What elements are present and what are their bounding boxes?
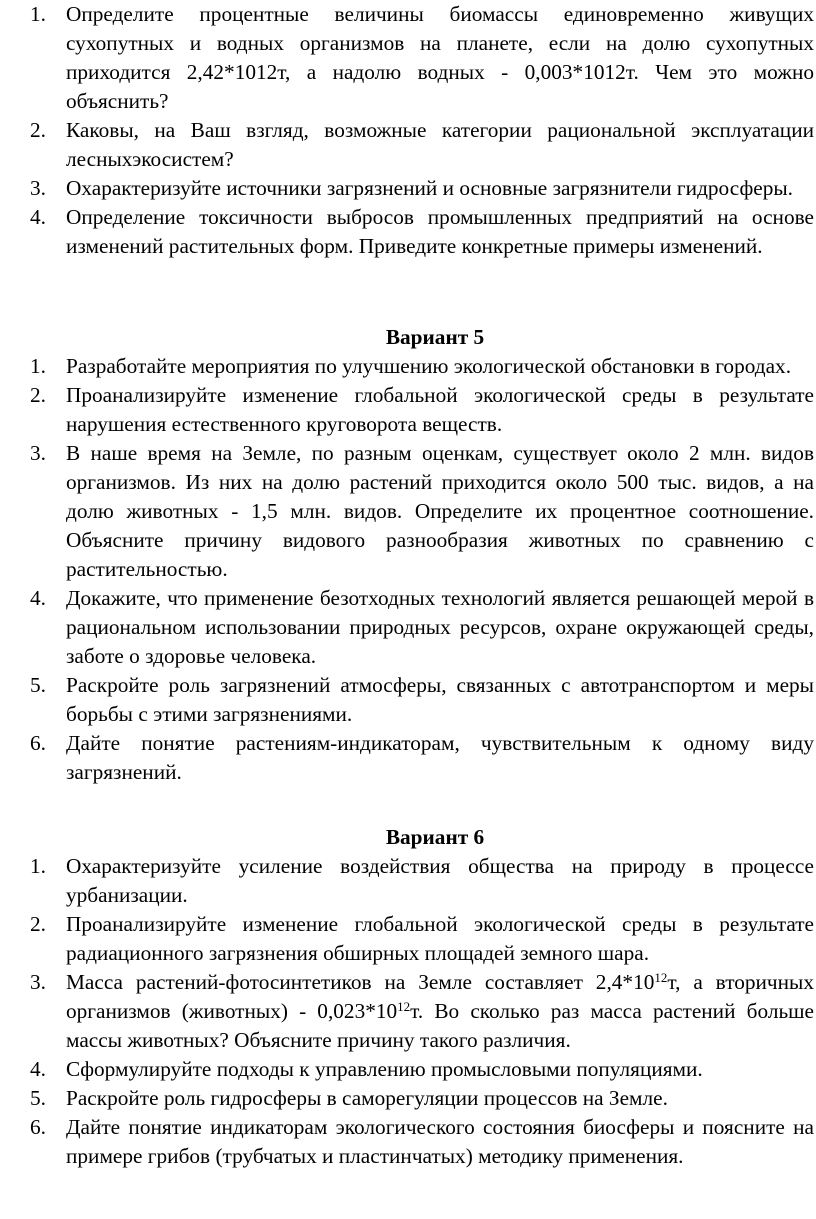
question-item xyxy=(30,852,814,910)
question-text-part: т, а вторичных организмов (животных) - 0,023*10 xyxy=(66,970,814,1023)
question-number: 5. xyxy=(30,1086,46,1110)
question-item xyxy=(30,0,814,116)
question-text: Раскройте роль загрязнений атмосферы, связанных с автотранспортом и меры борьбы с этими загрязнениями. xyxy=(66,673,814,726)
question-text: Проанализируйте изменение глобальной экологической среды в результате радиационного загрязнения обширных площадей земного шара. xyxy=(66,912,814,965)
question-item xyxy=(30,174,814,203)
question-text: Проанализируйте изменение глобальной экологической среды в результате нарушения естественного круговорота веществ. xyxy=(66,383,814,436)
question-number: 4. xyxy=(30,586,46,610)
question-text: Охарактеризуйте источники загрязнений и основные загрязнители гидросферы. xyxy=(66,176,793,200)
question-item xyxy=(30,381,814,439)
question-text: Разработайте мероприятия по улучшению экологической обстановки в городах. xyxy=(66,354,792,378)
question-item xyxy=(30,584,814,671)
question-text: В наше время на Земле, по разным оценкам, существует около 2 млн. видов организмов. Из них на долю растений приходится около 500 тыс. видов, а на долю животных - 1,5 млн. видов. Определите их процентное соотношение. Объясните причину видового разнообразия животных по сравнению с растительностью. xyxy=(66,441,814,581)
question-number: 6. xyxy=(30,731,46,755)
question-number: 3. xyxy=(30,441,46,465)
question-number: 4. xyxy=(30,205,46,229)
question-number: 3. xyxy=(30,970,46,994)
question-item xyxy=(30,729,814,787)
question-number: 1. xyxy=(30,854,46,878)
question-number: 5. xyxy=(30,673,46,697)
question-number: 2. xyxy=(30,118,46,142)
question-number: 1. xyxy=(30,354,46,378)
question-text: Каковы, на Ваш взгляд, возможные категории рациональной эксплуатации лесныхэкосистем? xyxy=(66,118,814,171)
question-item xyxy=(30,439,814,584)
exponent: 12 xyxy=(397,999,411,1014)
question-text: Определите процентные величины биомассы единовременно живущих сухопутных и водных организмов на планете, если на долю сухопутных приходится 2,42*1012т, а надолю водных - 0,003*1012т. Чем это можно объяснить? xyxy=(66,2,814,113)
question-number: 6. xyxy=(30,1115,46,1139)
question-number: 4. xyxy=(30,1057,46,1081)
question-text: Определение токсичности выбросов промышленных предприятий на основе изменений растительных форм. Приведите конкретные примеры изменений. xyxy=(66,205,814,258)
question-item xyxy=(30,1113,814,1171)
question-number: 1. xyxy=(30,2,46,26)
variant-6-heading: Вариант 6 xyxy=(385,825,485,849)
question-text: Дайте понятие растениям-индикаторам, чувствительным к одному виду загрязнений. xyxy=(66,731,814,784)
question-number: 2. xyxy=(30,383,46,407)
question-item xyxy=(30,352,814,381)
question-text: Докажите, что применение безотходных технологий является решающей мерой в рациональном использовании природных ресурсов, охране окружающей среды, заботе о здоровье человека. xyxy=(66,586,814,668)
question-item xyxy=(30,116,814,174)
question-text: Сформулируйте подходы к управлению промысловыми популяциями. xyxy=(66,1057,703,1081)
question-text-part: Масса растений-фотосинтетиков на Земле составляет 2,4*10 xyxy=(66,970,655,994)
question-number: 3. xyxy=(30,176,46,200)
variant-6-question-list xyxy=(30,852,814,1171)
question-text: Раскройте роль гидросферы в саморегуляции процессов на Земле. xyxy=(66,1086,668,1110)
question-item xyxy=(30,203,814,261)
question-item xyxy=(30,910,814,968)
question-item xyxy=(30,1055,814,1084)
question-item xyxy=(30,671,814,729)
question-item xyxy=(30,1084,814,1113)
previous-variant-question-list xyxy=(30,0,814,261)
variant-5-heading: Вариант 5 xyxy=(385,325,485,349)
question-text-part: т. Во сколько раз масса растений больше массы животных? Объясните причину такого различия. xyxy=(66,999,815,1052)
question-text: Дайте понятие индикаторам экологического состояния биосферы и поясните на примере грибов (трубчатых и пластинчатых) методику применения. xyxy=(66,1115,814,1168)
question-number: 2. xyxy=(30,912,46,936)
question-text: Охарактеризуйте усиление воздействия общества на природу в процессе урбанизации. xyxy=(66,854,814,907)
question-item xyxy=(30,968,814,1055)
exponent: 12 xyxy=(654,970,668,985)
variant-5-question-list xyxy=(30,352,814,787)
